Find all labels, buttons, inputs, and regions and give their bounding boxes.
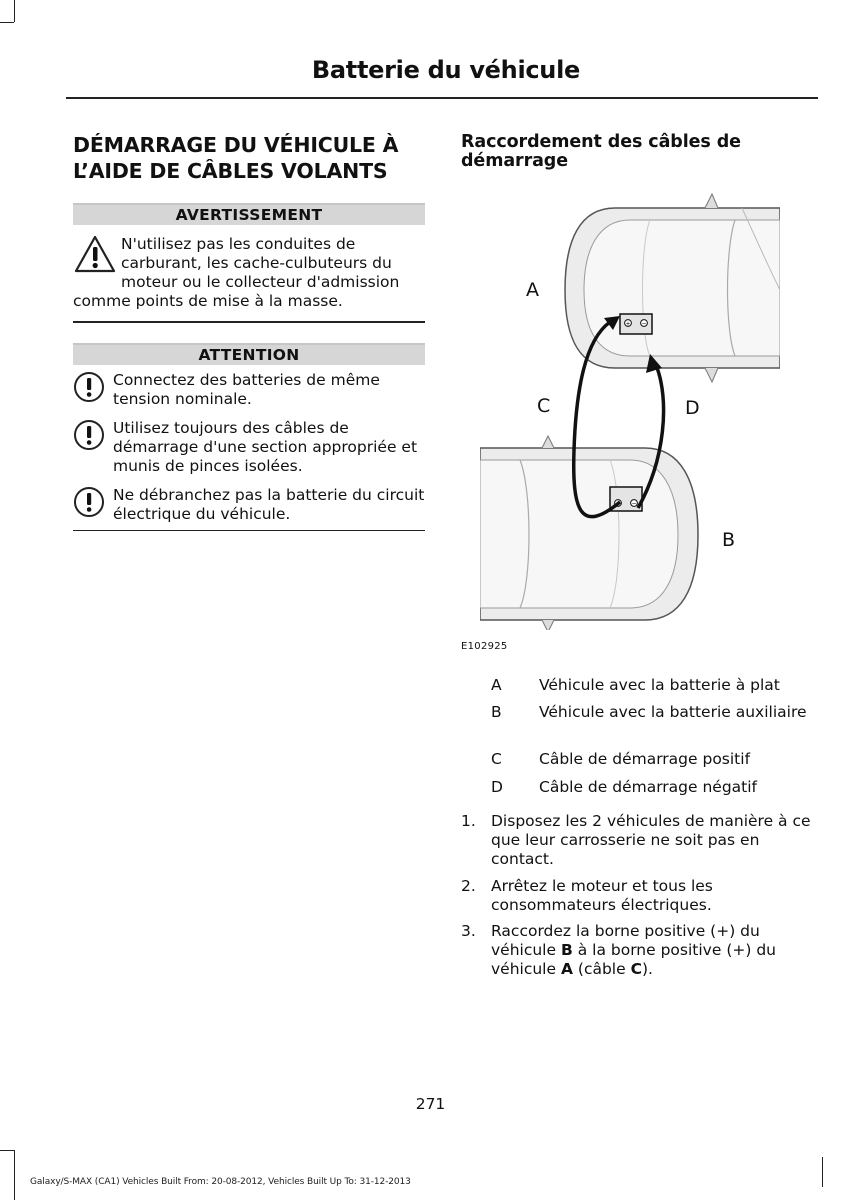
legend-letter: D [491,778,503,796]
section-title: DÉMARRAGE DU VÉHICULE À L’AIDE DE CÂBLES VOLANTS [73,133,399,183]
left-column [73,132,425,531]
figure-label-c: C [537,395,551,417]
figure-label-d: D [685,397,700,419]
warning-triangle-icon [73,233,117,277]
legend-row [461,676,813,696]
figure-label-b: B [722,529,736,551]
step-text-part: (câble [572,960,631,978]
figure-label-a: A [526,279,539,301]
attention-item [73,371,425,409]
exclamation-circle-icon [73,371,105,403]
vehicle-b-ref: B [560,941,573,959]
page-title: Batterie du véhicule [311,56,580,84]
legend-desc: Véhicule avec la batterie auxiliaire [539,703,807,721]
page-number: 271 [415,1095,446,1113]
exclamation-circle-icon [73,486,105,518]
legend-row [461,750,813,770]
subsection-title: Raccordement des câbles de démarrage [461,132,741,171]
cable-c-ref: C [630,960,642,978]
step-number: 1. [461,812,476,830]
battery-a-icon [620,314,652,334]
crop-mark [14,0,15,22]
attention-item-text: Ne débranchez pas la batterie du circuit électrique du véhicule. [113,485,425,523]
step-text-part: Raccordez la borne positive (+) du véhicule [491,922,760,959]
crop-mark [0,1150,14,1151]
attention-heading: ATTENTION [73,343,425,365]
legend-desc: Véhicule avec la batterie à plat [539,676,780,694]
svg-text:+: + [615,500,621,508]
attention-item [73,486,425,524]
warning-text: N'utilisez pas les conduites de carburant, les cache-culbuteurs du moteur ou le collecteur d'admission comme points de mise à la masse. [73,235,400,310]
legend-letter: B [491,703,502,721]
warning-box [73,203,425,323]
warning-text-block [73,225,425,321]
header-divider [66,97,818,99]
svg-text:−: − [641,320,647,328]
step-text-part: ). [641,960,653,978]
step-number: 3. [461,922,476,940]
step-text: Disposez les 2 véhicules de manière à ce que leur carrosserie ne soit pas en contact. [491,812,811,868]
attention-box [73,343,425,532]
step-text-part: à la borne positive (+) du véhicule [491,941,776,978]
legend-desc: Câble de démarrage négatif [539,778,758,796]
vehicle-a-illustration [565,194,780,382]
legend-row [461,778,813,798]
warning-box-rule [73,321,425,323]
attention-item-text: Connectez des batteries de même tension nominale. [113,370,380,408]
exclamation-circle-icon [73,419,105,451]
attention-item-text: Utilisez toujours des câbles de démarrage d'une section appropriée et munis de pinces isolées. [113,418,418,475]
vehicle-a-ref: A [560,960,573,978]
legend-letter: C [491,750,502,768]
figure-code: E102925 [461,641,508,652]
crop-mark [14,1150,15,1200]
legend-desc: Câble de démarrage positif [539,750,751,768]
step-item [461,922,813,980]
vehicle-b-illustration [480,436,698,630]
step-item [461,877,813,917]
warning-heading: AVERTISSEMENT [73,203,425,225]
step-number: 2. [461,877,476,895]
step-item [461,812,813,870]
jump-start-diagram [480,190,780,630]
svg-text:+: + [625,320,631,328]
step-text: Arrêtez le moteur et tous les consommateurs électriques. [491,877,713,914]
crop-mark [822,1157,823,1187]
attention-item [73,419,425,476]
legend-row [461,703,813,743]
right-column [461,133,813,171]
attention-box-rule [73,530,425,532]
crop-mark [0,22,14,23]
svg-text:−: − [631,500,637,508]
step-text [491,922,813,979]
legend-letter: A [491,676,502,694]
footer-text: Galaxy/S-MAX (CA1) Vehicles Built From: 20-08-2012, Vehicles Built Up To: 31-12-2013 [30,1177,411,1187]
